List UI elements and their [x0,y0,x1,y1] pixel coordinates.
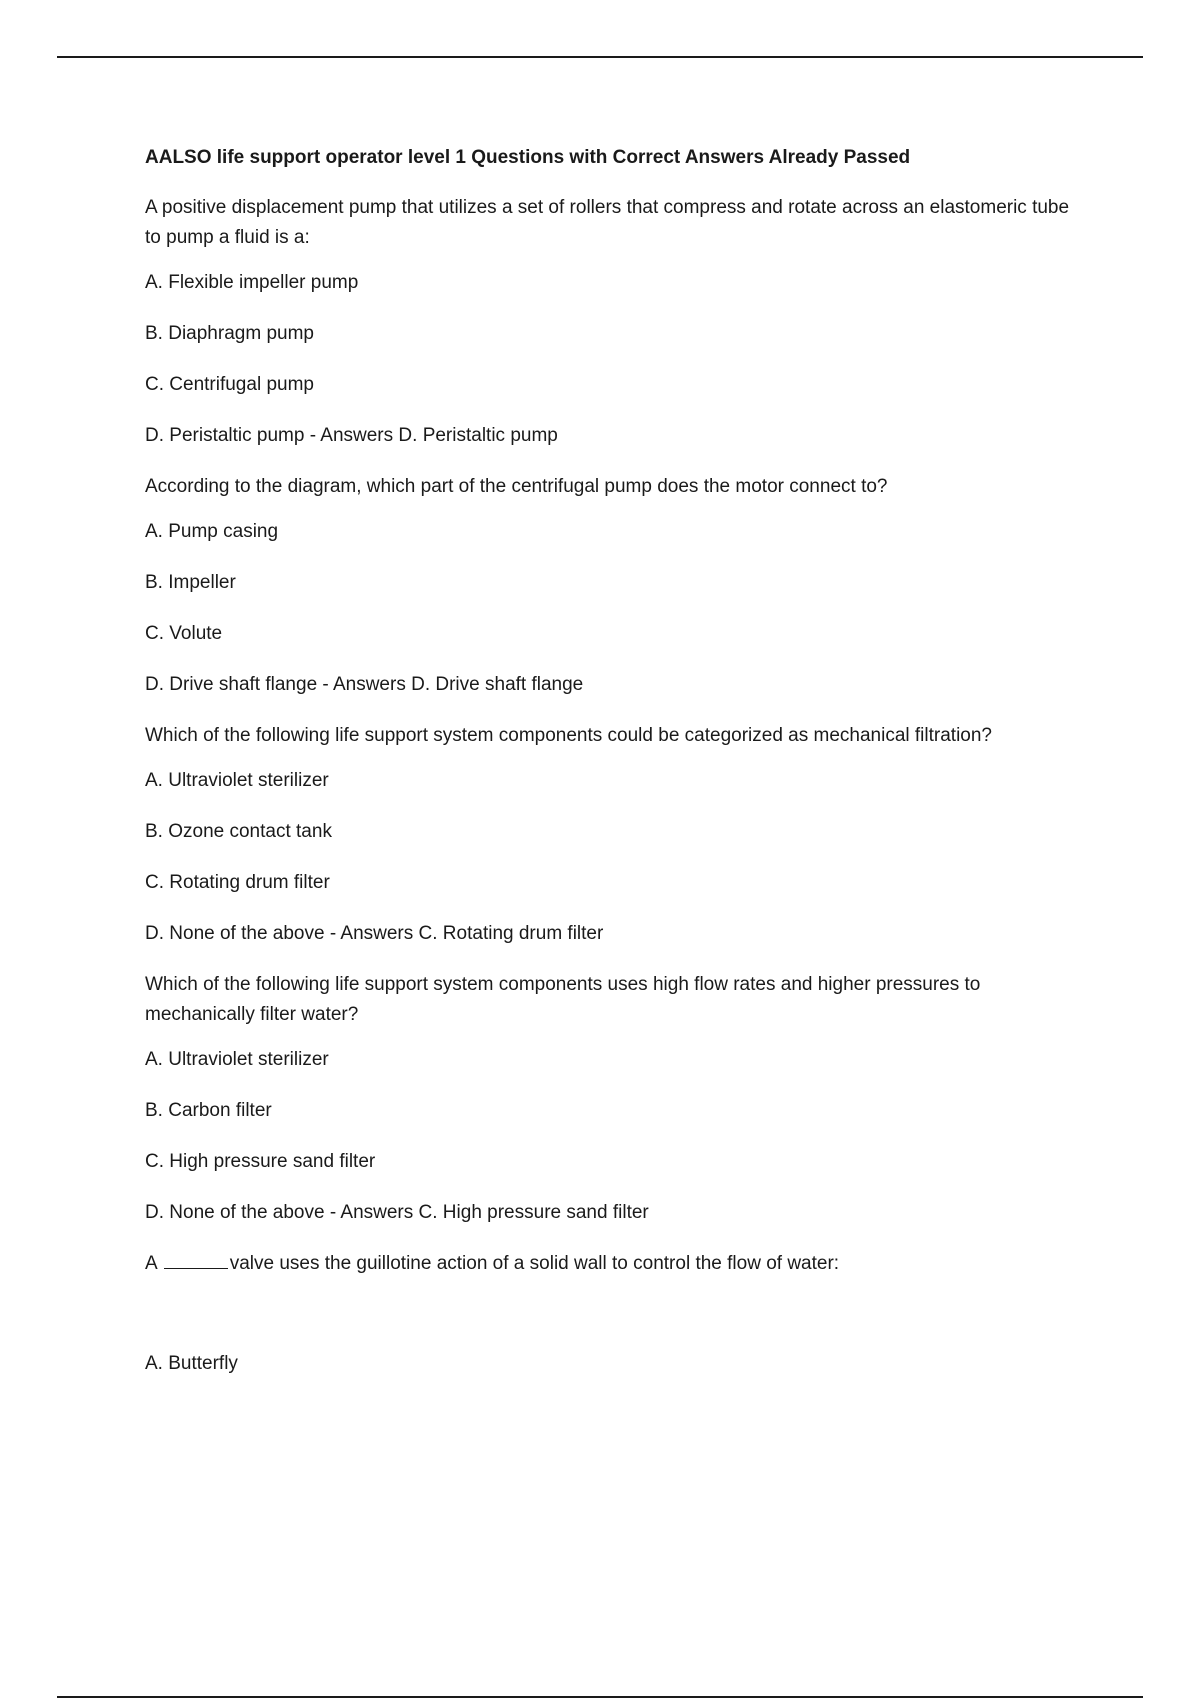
bottom-rule [57,1696,1143,1698]
question-1 [145,193,1080,449]
top-rule [57,56,1143,58]
answer-option: C. Volute [145,623,223,644]
answer-option: D. None of the above - Answers C. High pressure sand filter [145,1202,649,1223]
answer-option: B. Ozone contact tank [145,821,332,842]
answer-option: B. Impeller [145,572,236,593]
question-text: Which of the following life support system components could be categorized as mechanical filtration? [145,725,992,746]
answer-option: A. Pump casing [145,521,279,542]
question-text: A positive displacement pump that utilizes a set of rollers that compress and rotate across an elastomeric tube to pump a fluid is a: [145,197,1070,248]
answer-option: A. Ultraviolet sterilizer [145,770,329,791]
question-text [145,1249,1080,1279]
question-text: According to the diagram, which part of the centrifugal pump does the motor connect to? [145,476,888,497]
answer-option: B. Diaphragm pump [145,323,314,344]
answer-option: D. None of the above - Answers C. Rotating drum filter [145,923,604,944]
question-5 [145,1249,1080,1377]
answer-option: C. High pressure sand filter [145,1151,376,1172]
answer-option: D. Peristaltic pump - Answers D. Peristaltic pump [145,425,558,446]
question-4 [145,970,1080,1226]
answer-option: C. Rotating drum filter [145,872,330,893]
answer-option: A. Butterfly [145,1353,238,1374]
document-title: AALSO life support operator level 1 Questions with Correct Answers Already Passed [145,147,911,168]
fill-in-blank [164,1252,228,1269]
question-prefix: A [145,1253,158,1274]
question-text: Which of the following life support system components uses high flow rates and higher pressures to mechanically filter water? [145,974,981,1025]
question-3 [145,721,1080,947]
answer-option: A. Flexible impeller pump [145,272,359,293]
question-suffix: valve uses the guillotine action of a solid wall to control the flow of water: [229,1253,840,1274]
answer-option: C. Centrifugal pump [145,374,314,395]
answer-option: D. Drive shaft flange - Answers D. Drive shaft flange [145,674,584,695]
document-body [145,145,1080,1402]
answer-option: A. Ultraviolet sterilizer [145,1049,329,1070]
question-2 [145,472,1080,698]
answer-option: B. Carbon filter [145,1100,272,1121]
